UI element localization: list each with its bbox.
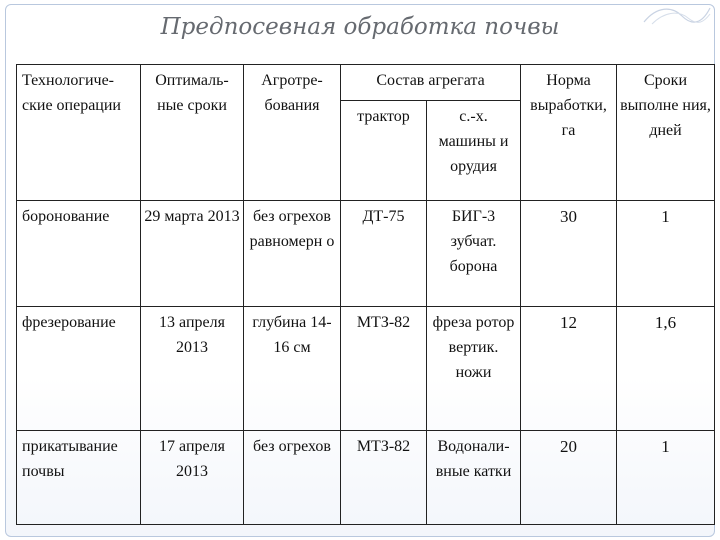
header-machine: с.-х. машины и орудия bbox=[427, 101, 521, 201]
row-date: 29 марта 2013 bbox=[141, 201, 244, 307]
row-machine: фреза ротор вертик. ножи bbox=[427, 307, 521, 431]
row-tractor: ДТ-75 bbox=[341, 201, 427, 307]
row-term: 1 bbox=[617, 431, 715, 525]
row-date: 13 апреля 2013 bbox=[141, 307, 244, 431]
slide-title: Предпосевная обработка почвы bbox=[160, 14, 560, 40]
row-tractor: МТЗ-82 bbox=[341, 431, 427, 525]
row-operation: фрезерование bbox=[17, 307, 141, 431]
row-date: 17 апреля 2013 bbox=[141, 431, 244, 525]
table-row bbox=[17, 431, 715, 525]
row-norm: 12 bbox=[521, 307, 617, 431]
row-operation: прикатывание почвы bbox=[17, 431, 141, 525]
header-operations: Технологиче-ские операции bbox=[17, 65, 141, 201]
header-tractor: трактор bbox=[341, 101, 427, 201]
row-term: 1,6 bbox=[617, 307, 715, 431]
table-header-row bbox=[17, 65, 715, 101]
row-norm: 30 bbox=[521, 201, 617, 307]
row-machine: БИГ-3 зубчат. борона bbox=[427, 201, 521, 307]
row-operation: боронование bbox=[17, 201, 141, 307]
header-requirements: Агротре-бования bbox=[244, 65, 341, 201]
row-requirement: без огрехов равномерн о bbox=[244, 201, 341, 307]
header-unit: Состав агрегата bbox=[341, 65, 521, 101]
table-row bbox=[17, 307, 715, 431]
soil-treatment-table bbox=[16, 64, 715, 525]
header-norm: Норма выработки, га bbox=[521, 65, 617, 201]
row-requirement: без огрехов bbox=[244, 431, 341, 525]
row-requirement: глубина 14-16 см bbox=[244, 307, 341, 431]
header-terms: Сроки выполне ния, дней bbox=[617, 65, 715, 201]
row-tractor: МТЗ-82 bbox=[341, 307, 427, 431]
row-term: 1 bbox=[617, 201, 715, 307]
header-dates: Оптималь-ные сроки bbox=[141, 65, 244, 201]
row-machine: Водонали-вные катки bbox=[427, 431, 521, 525]
table-row bbox=[17, 201, 715, 307]
row-norm: 20 bbox=[521, 431, 617, 525]
